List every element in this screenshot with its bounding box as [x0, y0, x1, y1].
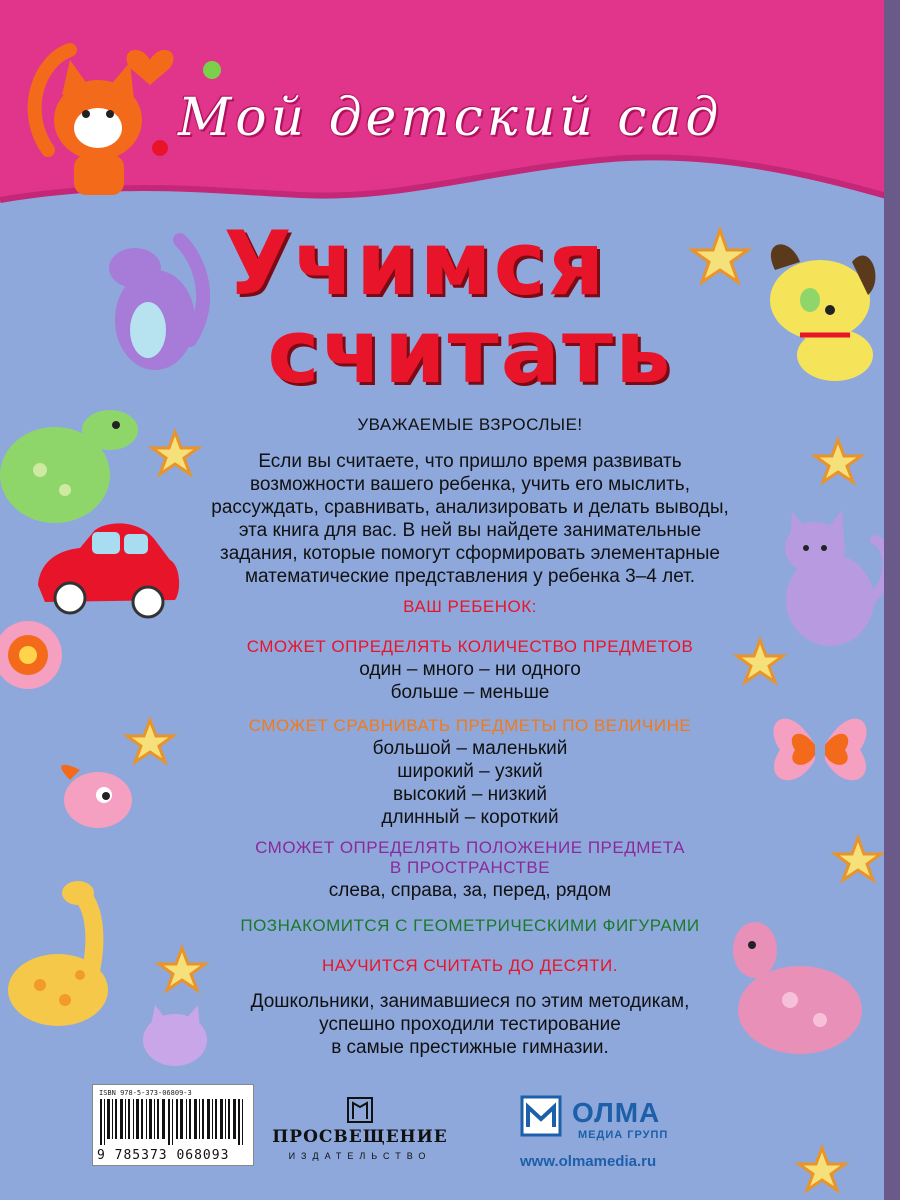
intro-text [190, 450, 750, 588]
series-title: Мой детский сад [178, 88, 723, 148]
book-logo-icon [345, 1095, 375, 1125]
child-heading: ВАШ РЕБЕНОК: [403, 597, 537, 616]
skill-item: длинный – короткий [381, 807, 559, 828]
skill-items-position [190, 879, 750, 902]
intro-line: математические представления у ребенка 3–4 лет. [244, 566, 696, 587]
barcode-number: 9 785373 068093 [97, 1148, 230, 1163]
publisher2-url: www.olmamedia.ru [520, 1153, 657, 1170]
publisher2-sub: МЕДИА ГРУПП [578, 1129, 669, 1141]
skill-item: высокий – низкий [392, 784, 548, 805]
pink-dinosaur-icon [733, 922, 862, 1054]
intro-line: задания, которые помогут сформировать элементарные [220, 543, 720, 564]
intro-line: эта книга для вас. В ней вы найдете занимательные [238, 520, 702, 541]
flower-pink-icon [0, 621, 62, 689]
publisher1-sub: ИЗДАТЕЛЬСТВО [288, 1151, 432, 1161]
skill-heading-geometry: ПОЗНАКОМИТСЯ С ГЕОМЕТРИЧЕСКИМИ ФИГУРАМИ [240, 916, 700, 935]
intro-line: рассуждать, сравнивать, анализировать и делать выводы, [211, 497, 729, 518]
skill-items-quantity [190, 658, 750, 704]
title-line-2: считать [267, 300, 673, 403]
intro-line: Если вы считаете, что пришло время развивать [258, 451, 682, 472]
closing-line: Дошкольники, занимавшиеся по этим методикам, [250, 991, 690, 1012]
red-car-icon [38, 523, 179, 617]
skill-heading-position-2: В ПРОСТРАНСТВЕ [389, 858, 551, 877]
publisher-prosveshchenie [260, 1095, 460, 1161]
olma-logo-icon [520, 1095, 562, 1137]
skill-item: слева, справа, за, перед, рядом [328, 880, 612, 901]
skill-item: один – много – ни одного [359, 659, 581, 680]
publisher2-name: ОЛМА [572, 1097, 661, 1128]
cover-spine-edge [884, 0, 900, 1200]
closing-text [190, 990, 750, 1059]
skill-heading-counting: НАУЧИТСЯ СЧИТАТЬ ДО ДЕСЯТИ. [322, 956, 618, 975]
barcode [92, 1084, 254, 1166]
barcode-bars-icon [98, 1099, 248, 1145]
skill-item: широкий – узкий [397, 761, 543, 782]
skill-heading-quantity: СМОЖЕТ ОПРЕДЕЛЯТЬ КОЛИЧЕСТВО ПРЕДМЕТОВ [246, 637, 694, 656]
intro-line: возможности вашего ребенка, учить его мыслить, [250, 474, 690, 495]
dinosaur-green-icon [0, 410, 138, 523]
skill-items-size [190, 737, 750, 829]
fish-icon [61, 765, 132, 828]
publisher1-name: ПРОСВЕЩЕНИЕ [272, 1127, 448, 1147]
butterfly-icon [773, 719, 866, 781]
isbn-text: ISBN 978-5-373-06809-3 [99, 1089, 192, 1097]
closing-line: успешно проходили тестирование [319, 1014, 621, 1035]
skill-item: больше – меньше [390, 682, 550, 703]
flower-icon [203, 61, 221, 79]
closing-line: в самые престижные гимназии. [331, 1037, 609, 1058]
giraffe-dino-icon [8, 881, 108, 1026]
intro-heading: УВАЖАЕМЫЕ ВЗРОСЛЫЕ! [357, 415, 583, 434]
skill-heading-size: СМОЖЕТ СРАВНИВАТЬ ПРЕДМЕТЫ ПО ВЕЛИЧИНЕ [248, 716, 692, 735]
title-line-1: Учимся [223, 212, 607, 315]
skill-item: большой – маленький [372, 738, 568, 759]
purple-cat-icon [785, 510, 888, 646]
skill-heading-position-1: СМОЖЕТ ОПРЕДЕЛЯТЬ ПОЛОЖЕНИЕ ПРЕДМЕТА [255, 838, 685, 857]
